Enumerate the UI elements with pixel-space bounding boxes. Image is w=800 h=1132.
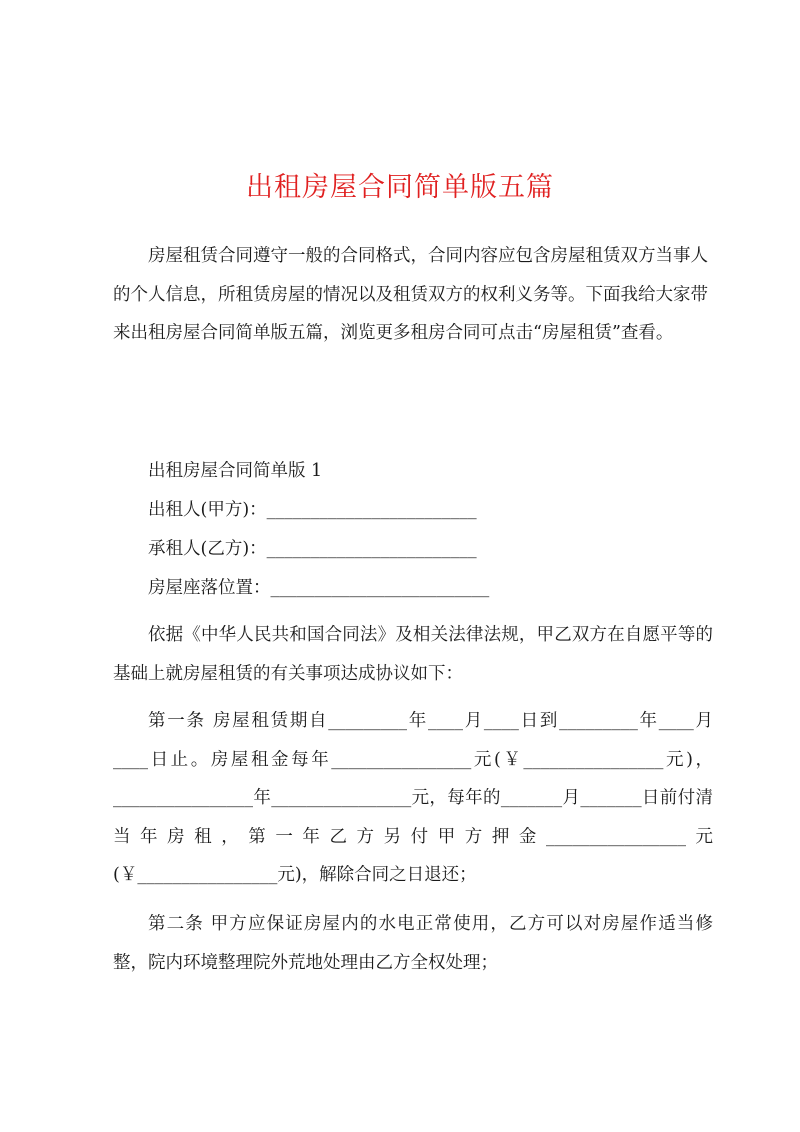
article-2-paragraph (113, 905, 713, 982)
document-title: 出租房屋合同简单版五篇 (246, 172, 554, 203)
party-b-field: 承租人(乙方)：________________________ (148, 539, 477, 559)
article-1-paragraph (113, 702, 713, 895)
party-a-field: 出租人(甲方)：________________________ (148, 500, 477, 520)
preamble-text: 依据《中华人民共和国合同法》及相关法律法规，甲乙双方在自愿平等的基础上就房屋租赁的有关事项达成协议如下： (113, 625, 713, 684)
intro-text: 房屋租赁合同遵守一般的合同格式，合同内容应包含房屋租赁双方当事人的个人信息，所租赁房屋的情况以及租赁双方的权利义务等。下面我给大家带来出租房屋合同简单版五篇，浏览更多租房合同可点击“房屋租赁”查看。 (113, 246, 708, 343)
preamble-paragraph (113, 616, 713, 693)
section-heading: 出租房屋合同简单版 1 (148, 461, 323, 481)
article-2-text: 第二条 甲方应保证房屋内的水电正常使用，乙方可以对房屋作适当修整，院内环境整理院外荒地处理由乙方全权处理； (113, 914, 713, 973)
location-field: 房屋座落位置：_________________________ (148, 578, 490, 598)
article-1-text: 第一条 房屋租赁期自_________年____月____日到_________年____月____日止。房屋租金每年________________元(￥________________元)，________________年________________元，每年的_______月_______日前付清当年房租，第一年乙方另付甲方押金________________元(￥________________元)，解除合同之日退还； (113, 711, 713, 885)
intro-paragraph (113, 237, 713, 353)
